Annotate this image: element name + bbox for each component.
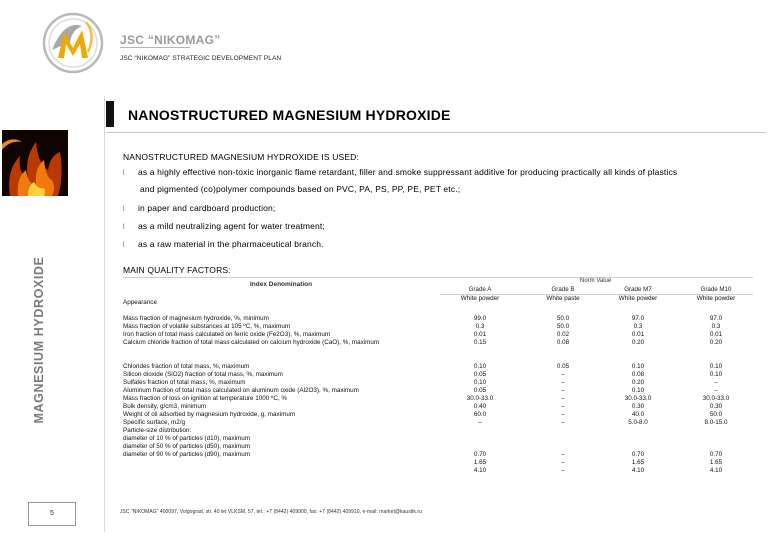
cell-value: 0.10	[631, 387, 645, 394]
cell-value: 0.08	[631, 371, 645, 378]
grade-header-a: Grade A	[468, 286, 492, 293]
plan-subtitle: JSC “NIKOMAG” STRATEGIC DEVELOPMENT PLAN	[120, 55, 282, 62]
cell-m7-appearance: White powder	[618, 295, 658, 302]
cell-value: 0.01	[709, 331, 723, 338]
cell-value: –	[561, 387, 565, 394]
side-label: MAGNESIUM HYDROXIDE	[32, 256, 46, 424]
cell-value: 4.10	[709, 467, 723, 474]
company-name: JSC “NIKOMAG”	[120, 33, 221, 47]
row-label: diameter of 90 % of particles (d90), maximum	[123, 451, 251, 458]
cell-value: 0.10	[473, 379, 487, 386]
cell-value: 50.0	[556, 323, 570, 330]
cell-value: 0.10	[709, 363, 723, 370]
vertical-divider	[104, 96, 105, 532]
row-label: Mass fraction of loss on ignition at temperature 1000 ºC, %	[123, 395, 288, 402]
use-item-text: in paper and cardboard production;	[138, 203, 276, 213]
bullet-icon: l	[123, 242, 125, 249]
use-item-pharma	[123, 239, 324, 251]
page-title: NANOSTRUCTURED MAGNESIUM HYDROXIDE	[128, 107, 451, 123]
cell-value: 0.05	[473, 371, 487, 378]
cell-value: 0.10	[631, 363, 645, 370]
cell-value: –	[561, 451, 565, 458]
cell-value: 97.0	[631, 315, 645, 322]
cell-value: 5.0-8.0	[628, 419, 648, 426]
cell-value: –	[714, 387, 718, 394]
use-item-continuation: and pigmented (co)polymer compounds based on PVC, PA, PS, PP, PE, PET etc.;	[140, 184, 461, 194]
cell-value: –	[561, 371, 565, 378]
grade-header-b: Grade B	[551, 286, 575, 293]
cell-value: 0.20	[631, 379, 645, 386]
cell-value: –	[561, 403, 565, 410]
cell-value: 0.3	[475, 323, 485, 330]
cell-value: 0.05	[556, 363, 570, 370]
company-underline	[120, 47, 190, 48]
cell-m10-appearance: White powder	[696, 295, 736, 302]
title-divider	[106, 132, 766, 133]
cell-value: –	[478, 419, 482, 426]
cell-value: 50.0	[709, 411, 723, 418]
cell-value: 40.0	[631, 411, 645, 418]
cell-value: 0.15	[473, 339, 487, 346]
use-item-text: as a raw material in the pharmaceutical branch.	[138, 239, 324, 249]
cell-value: 4.10	[631, 467, 645, 474]
page-number-box	[28, 502, 76, 526]
cell-value: –	[714, 379, 718, 386]
cell-value: 8.0-15.0	[704, 419, 728, 426]
cell-value: 0.10	[473, 363, 487, 370]
cell-value: 1.65	[473, 459, 487, 466]
cell-value: 0.10	[709, 371, 723, 378]
norm-header: Norm Value	[580, 278, 612, 284]
bullet-icon: l	[123, 224, 125, 231]
row-label: Iron fraction of total mass calculated on ferric oxide (Fe2O3), %, maximum	[123, 331, 331, 338]
cell-value: 30.0-33.0	[466, 395, 494, 402]
cell-value: 0.20	[709, 339, 723, 346]
row-label: Chlorides fraction of total mass, %, maximum	[123, 363, 250, 370]
cell-value: 30.0-33.0	[702, 395, 730, 402]
cell-value: 0.70	[631, 451, 645, 458]
cell-value: 30.0-33.0	[624, 395, 652, 402]
title-accent-bar	[106, 101, 114, 127]
cell-b-appearance: White paste	[546, 295, 580, 302]
row-label: diameter of 50 % of particles (d50), maximum	[123, 443, 251, 450]
quality-heading: MAIN QUALITY FACTORS:	[123, 265, 231, 275]
grade-header-m7: Grade M7	[624, 286, 652, 293]
use-item-text: as a mild neutralizing agent for water treatment;	[138, 221, 325, 231]
cell-value: –	[561, 459, 565, 466]
cell-value: 0.05	[473, 387, 487, 394]
use-item-water	[123, 221, 325, 233]
cell-value: 0.70	[709, 451, 723, 458]
grade-header-m10: Grade M10	[700, 286, 732, 293]
cell-value: 4.10	[473, 467, 487, 474]
cell-value: 0.20	[631, 339, 645, 346]
row-label: Silicon dioxide (SiO2) fraction of total mass, %, maximum	[123, 371, 283, 378]
index-header: Index Denomination	[250, 281, 313, 288]
uses-heading: NANOSTRUCTURED MAGNESIUM HYDROXIDE IS USED:	[123, 152, 359, 162]
cell-value: –	[561, 419, 565, 426]
bullet-icon: l	[123, 206, 125, 213]
nikomag-logo	[42, 12, 104, 74]
cell-value: 0.02	[556, 331, 570, 338]
cell-value: 0.01	[473, 331, 487, 338]
row-label: Mass fraction of magnesium hydroxide, %, minimum	[123, 315, 269, 322]
cell-value: 0.08	[556, 339, 570, 346]
cell-value: 50.0	[556, 315, 570, 322]
row-label: Sulfates fraction of total mass, %, maximum	[123, 379, 246, 386]
cell-value: 0.3	[711, 323, 721, 330]
cell-value: 0.70	[473, 451, 487, 458]
cell-a-appearance: White powder	[460, 295, 500, 302]
cell-value: 99.0	[473, 315, 487, 322]
row-label: Particle-size distribution:	[123, 427, 192, 434]
cell-value: 0.01	[631, 331, 645, 338]
bullet-icon: l	[123, 170, 125, 177]
use-item-text: as a highly effective non-toxic inorganic flame retardant, filler and smoke suppressant additive for producing practically all kinds of plastics	[138, 167, 678, 177]
cell-value: 0.30	[709, 403, 723, 410]
cell-value: –	[561, 379, 565, 386]
footer-contacts: JSC “NIKOMAG” 400097, Volgograd, str. 40 let VLKSM, 57, tel.: +7 (8442) 409900, fax: +7 (8442) 409910, e-mail: market@kaustik.ru	[120, 509, 422, 515]
cell-value: –	[561, 395, 565, 402]
use-item-plastics	[123, 167, 677, 179]
cell-value: 60.0	[473, 411, 487, 418]
row-label: Calcium chloride fraction of total mass calculated on calcium hydroxide (CaO), %, maximum	[123, 339, 380, 346]
table-top-rule	[123, 277, 753, 278]
row-label-appearance: Appearance	[123, 299, 157, 306]
row-label: Specific surface, m2/g	[123, 419, 185, 426]
use-item-paper	[123, 203, 275, 215]
cell-value: –	[561, 467, 565, 474]
row-label: Mass fraction of volatile substances at 105 ºC, %, maximum	[123, 323, 291, 330]
row-label: diameter of 10 % of particles (d10), maximum	[123, 435, 251, 442]
row-label: Weight of oil adsorbed by magnesium hydroxide, g, maximum	[123, 411, 296, 418]
row-label: Bulk density, g/cm3, minimum	[123, 403, 207, 410]
cell-value: –	[561, 411, 565, 418]
cell-value: 97.0	[709, 315, 723, 322]
cell-value: 1.65	[709, 459, 723, 466]
cell-value: 0.3	[633, 323, 643, 330]
cell-value: 0.40	[473, 403, 487, 410]
page-number: 5	[50, 510, 54, 517]
row-label: Aluminum fraction of total mass calculated on aluminum oxide (Al2O3), %, maximum	[123, 387, 359, 394]
cell-value: 0.30	[631, 403, 645, 410]
flame-image	[2, 130, 68, 196]
cell-value: 1.65	[631, 459, 645, 466]
